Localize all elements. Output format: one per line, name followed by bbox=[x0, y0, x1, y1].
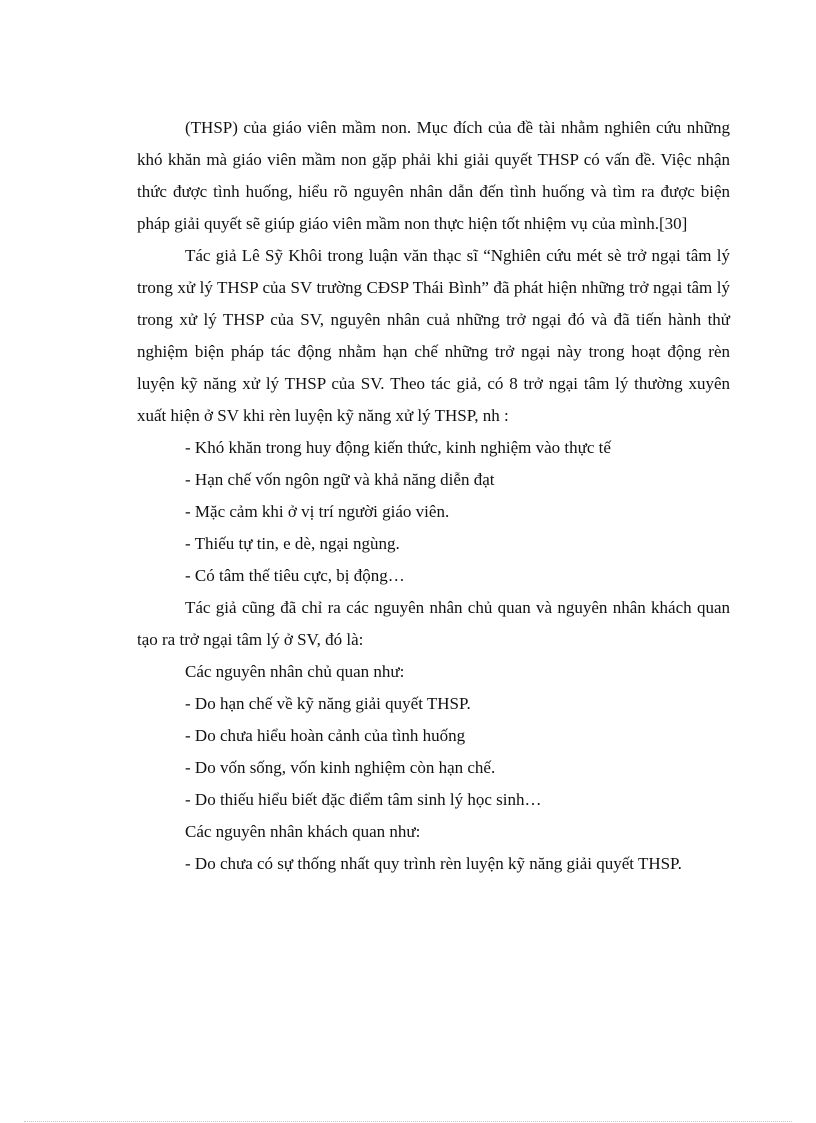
subjective-cause-item: - Do vốn sống, vốn kinh nghiệm còn hạn chế. bbox=[185, 758, 496, 777]
paragraph-thsp-kindergarten: (THSP) của giáo viên mầm non. Mục đích của đề tài nhằm nghiên cứu những khó khăn mà giáo viên mầm non gặp phải khi giải quyết THSP có vấn đề. Việc nhận thức được tình huống, hiểu rõ nguyên nhân dẫn đến tình huống và tìm ra được biện pháp giải quyết sẽ giúp giáo viên mầm non thực hiện tốt nhiệm vụ của mình.[30] bbox=[137, 118, 730, 233]
obstacle-item: - Có tâm thế tiêu cực, bị động… bbox=[185, 566, 405, 585]
subjective-cause-item: - Do hạn chế về kỹ năng giải quyết THSP. bbox=[185, 694, 471, 713]
objective-cause-item: - Do chưa có sự thống nhất quy trình rèn luyện kỹ năng giải quyết THSP. bbox=[185, 854, 682, 873]
subjective-causes-heading: Các nguyên nhân chủ quan như: bbox=[185, 662, 405, 681]
obstacle-item: - Khó khăn trong huy động kiến thức, kinh nghiệm vào thực tế bbox=[185, 438, 611, 457]
subjective-cause-item: - Do chưa hiểu hoàn cảnh của tình huống bbox=[185, 726, 466, 745]
paragraph-le-sy-khoi-thesis: Tác giả Lê Sỹ Khôi trong luận văn thạc sĩ “Nghiên cứu mét sè trở ngại tâm lý trong xử lý THSP của SV trường CĐSP Thái Bình” đã phát hiện những trở ngại tâm lý trong xử lý THSP của SV, nguyên nhân cuả những trở ngại đó và đã tiến hành thử nghiệm biện pháp tác động nhằm hạn chế những trở ngại này trong hoạt động rèn luyện kỹ năng xử lý THSP của SV. Theo tác giả, có 8 trở ngại tâm lý thường xuyên xuất hiện ở SV khi rèn luyện kỹ năng xử lý THSP, nh : bbox=[137, 246, 730, 425]
objective-causes-heading: Các nguyên nhân khách quan như: bbox=[185, 822, 421, 841]
paragraph-causes-intro: Tác giả cũng đã chỉ ra các nguyên nhân chủ quan và nguyên nhân khách quan tạo ra trở ngại tâm lý ở SV, đó là: bbox=[137, 598, 730, 649]
page-bottom-divider bbox=[24, 1121, 792, 1122]
subjective-cause-item: - Do thiếu hiểu biết đặc điểm tâm sinh lý học sinh… bbox=[185, 790, 542, 809]
obstacle-item: - Thiếu tự tin, e dè, ngại ngùng. bbox=[185, 534, 400, 553]
body-text bbox=[137, 112, 730, 880]
obstacle-item: - Mặc cảm khi ở vị trí người giáo viên. bbox=[185, 502, 450, 521]
obstacle-item: - Hạn chế vốn ngôn ngữ và khả năng diễn đạt bbox=[185, 470, 495, 489]
